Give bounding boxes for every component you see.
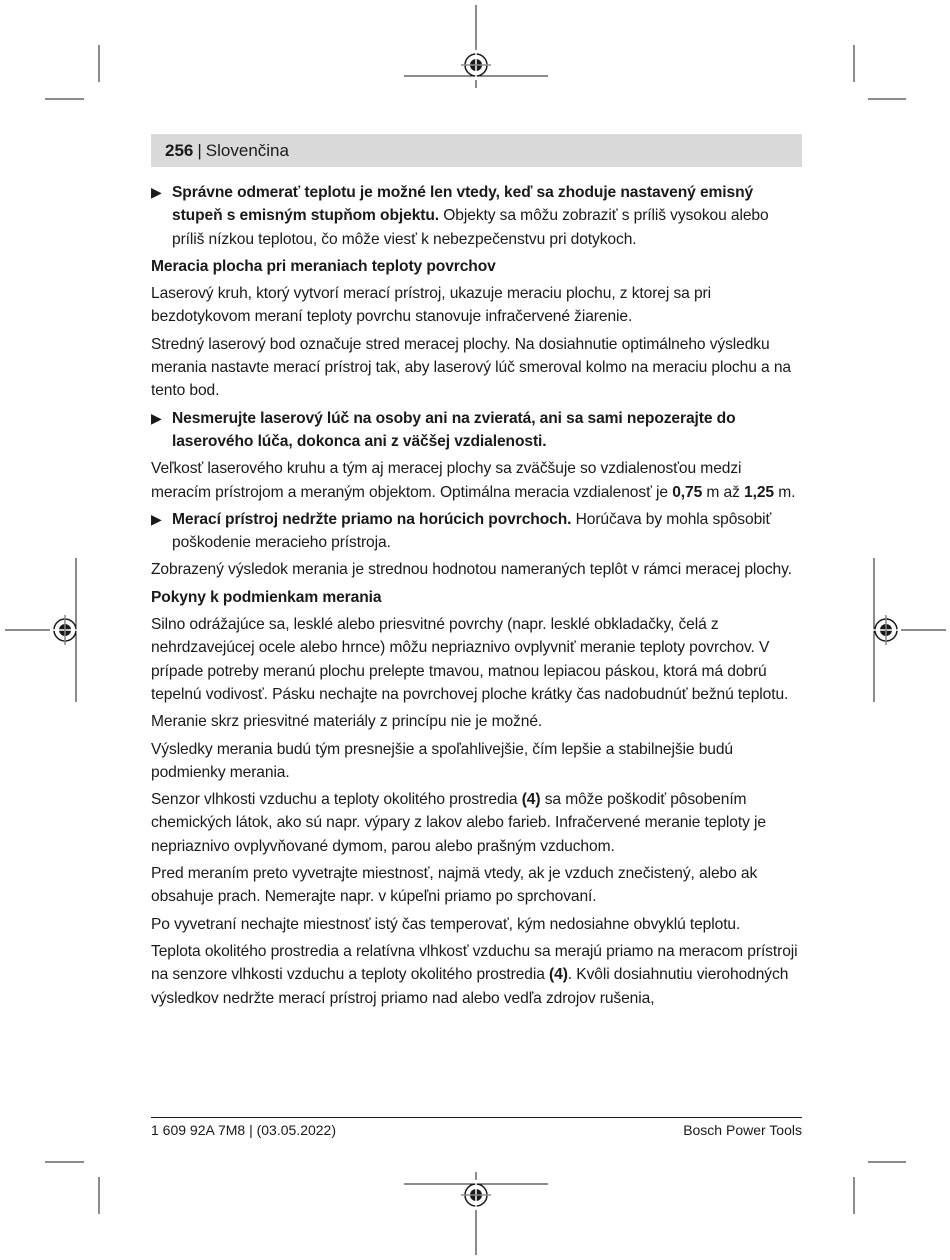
warning-emissivity [151, 181, 802, 251]
header-language: Slovenčina [205, 140, 289, 160]
component-reference: (4) [521, 791, 541, 809]
paragraph-text: Senzor vlhkosti vzduchu a teploty okolitého prostredia [151, 791, 522, 809]
paragraph-sensor [151, 788, 802, 858]
triangle-right-icon: ▶ [151, 184, 162, 200]
paragraph-text: sa môže poškodiť pôsobením chemických látok, ako sú napr. výpary z lakov alebo farieb. Infračervené meranie teploty je nepriaznivo ovplyvňované dymom, parou alebo prašným vzduchom. [151, 791, 766, 855]
warning-bold-text: Správne odmerať teplotu je možné len vtedy, keď sa zhoduje nastavený emisný stupeň s emisným stupňom objektu. [172, 184, 754, 225]
paragraph-distance [151, 457, 802, 504]
section-heading-conditions: Pokyny k podmienkam merania [151, 588, 382, 606]
paragraph-text: Teplota okolitého prostredia a relatívna vlhkosť vzduchu sa merajú priamo na meracom prístroji na senzore vlhkosti vzduchu a teploty okolitého prostredia [151, 942, 798, 984]
page-number: 256 [165, 140, 194, 160]
paragraph: Zobrazený výsledok merania je strednou hodnotou nameraných teplôt v rámci meracej plochy. [151, 561, 792, 579]
distance-max-value: 1,25 [744, 483, 774, 501]
warning-laser [151, 407, 802, 454]
paragraph-ambient [151, 940, 802, 1010]
page-footer [151, 1117, 802, 1138]
paragraph: Meranie skrz priesvitné materiály z princípu nie je možné. [151, 713, 543, 731]
paragraph-text: Veľkosť laserového kruhu a tým aj meracej plochy sa zväčšuje so vzdialenosťou medzi meracím prístrojom a meraným objektom. Optimálna meracia vzdialenosť je [151, 460, 742, 501]
registration-mark-icon [50, 615, 80, 645]
triangle-right-icon: ▶ [151, 510, 162, 527]
paragraph: Pred meraním preto vyvetrajte miestnosť, najmä vtedy, ak je vzduch znečistený, alebo ak obsahuje prach. Nemerajte napr. v kúpeľni priamo po sprchovaní. [151, 865, 758, 906]
registration-mark-icon [871, 615, 901, 645]
header-separator: | [197, 140, 202, 160]
warning-bold-text: Nesmerujte laserový lúč na osoby ani na zvieratá, ani sa sami nepozerajte do laserového lúča, dokonca ani z väčšej vzdialenosti. [172, 409, 736, 450]
paragraph-text: m. [774, 483, 796, 501]
footer-brand: Bosch Power Tools [683, 1122, 802, 1138]
paragraph: Laserový kruh, ktorý vytvorí merací prístroj, ukazuje meraciu plochu, z ktorej sa pri bezdotykovom meraní teploty povrchu stanovuje infračervené žiarenie. [151, 285, 712, 326]
warning-bold-text: Merací prístroj nedržte priamo na horúcich povrchoch. [172, 510, 572, 528]
component-reference: (4) [549, 966, 568, 984]
warning-hot-surfaces [151, 508, 802, 555]
paragraph: Silno odrážajúce sa, lesklé alebo priesvitné povrchy (napr. lesklé obkladačky, čelá z nehrdzavejúcej ocele alebo hrnce) môžu nepriaznivo ovplyvniť meranie teploty povrchov. V prípade potreby meranú plochu prelepte tmavou, matnou lepiacou páskou, ktorá má dobrú tepelnú vodivosť. Pásku nechajte na povrchovej ploche krátky čas nadobudnúť bežnú teplotu. [151, 616, 789, 703]
paragraph: Výsledky merania budú tým presnejšie a spoľahlivejšie, čím lepšie a stabilnejšie budú podmienky merania. [151, 740, 733, 781]
paragraph-text: m až [702, 483, 745, 501]
registration-mark-icon [461, 50, 491, 80]
page-header [151, 134, 802, 167]
warning-text: Objekty sa môžu zobraziť s príliš vysokou alebo príliš nízkou teplotou, čo môže viesť k nebezpečenstvu pri dotykoch. [172, 207, 769, 248]
footer-document-id: 1 609 92A 7M8 | (03.05.2022) [151, 1122, 336, 1138]
warning-text: Horúčava by mohla spôsobiť poškodenie meracieho prístroja. [172, 510, 772, 552]
distance-min-value: 0,75 [672, 483, 703, 501]
paragraph: Stredný laserový bod označuje stred meracej plochy. Na dosiahnutie optimálneho výsledku merania nastavte merací prístroj tak, aby laserový lúč smeroval kolmo na meraciu plochu a na tento bod. [151, 335, 791, 400]
paragraph: Po vyvetraní nechajte miestnosť istý čas temperovať, kým nedosiahne obvyklú teplotu. [151, 915, 741, 933]
paragraph-text: . Kvôli dosiahnutiu vierohodných výsledkov nedržte merací prístroj priamo nad alebo vedľa zdrojov rušenia, [151, 966, 789, 1007]
section-heading-measuring-area: Meracia plocha pri meraniach teploty povrchov [151, 257, 496, 275]
page-content [151, 181, 802, 1014]
triangle-right-icon: ▶ [151, 409, 162, 426]
registration-mark-icon [461, 1180, 491, 1210]
